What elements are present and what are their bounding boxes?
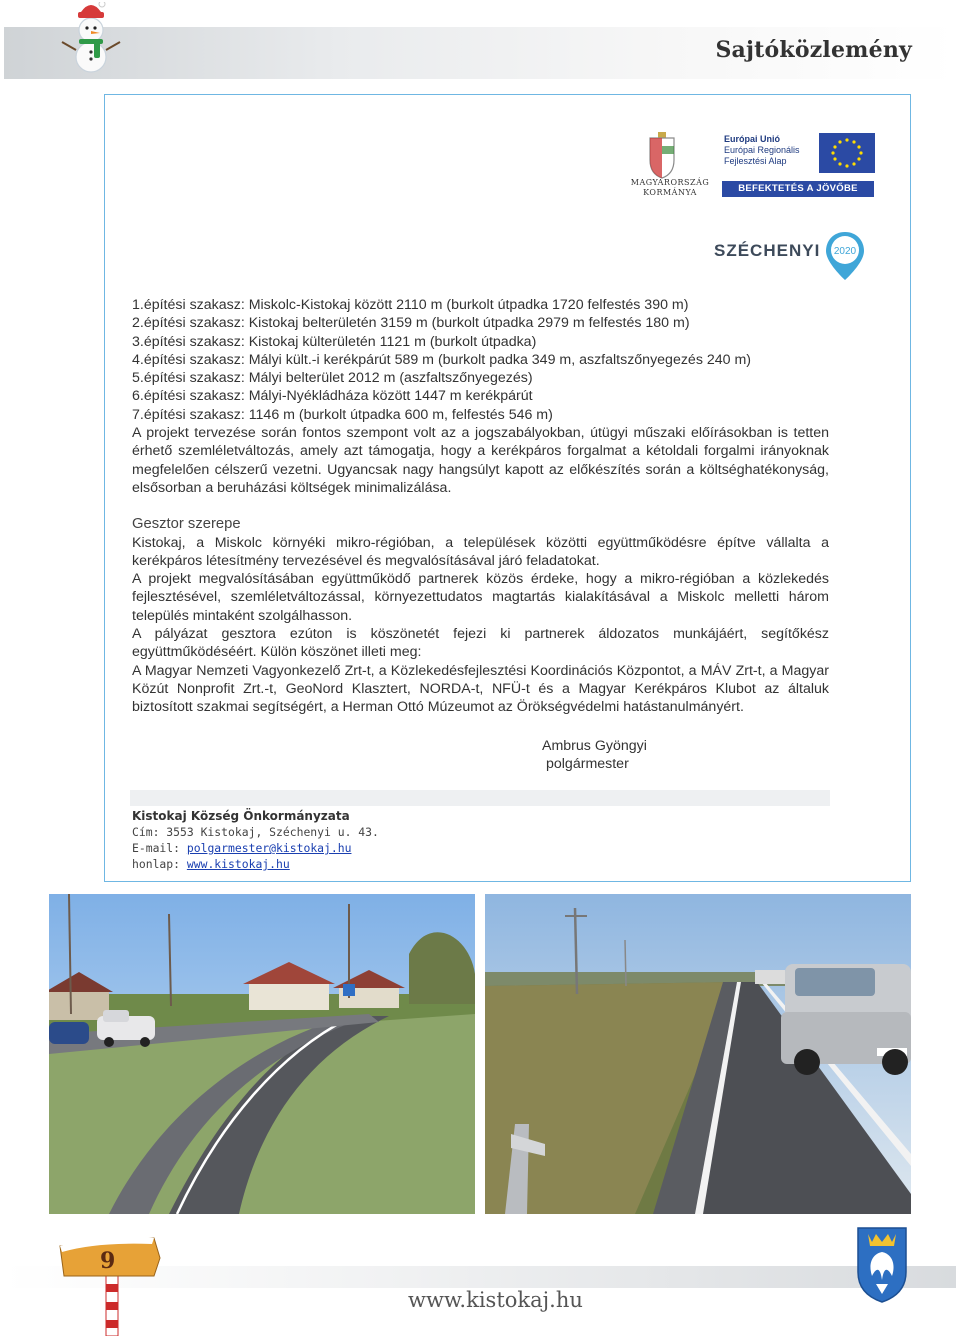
eu-logo-text bbox=[724, 134, 800, 167]
szechenyi-pin-icon bbox=[824, 230, 866, 282]
signature-name: Ambrus Gyöngyi bbox=[542, 738, 647, 754]
page-number: 9 bbox=[100, 1248, 116, 1274]
contact-address: Cím: 3553 Kistokaj, Széchenyi u. 43. bbox=[132, 825, 379, 839]
hungarian-coat-of-arms-icon bbox=[650, 132, 674, 178]
paragraph-planning: A projekt tervezése során fontos szempont volt az a jogszabályokban, útügyi műszaki előírásokban is tetten érhető szemléletváltozás, amely azt támogatja, hogy a kerékpáros forgalmat a kétoldali forgalmi irányoknak megfelelően célszerű vezetni. Ugyancsak nagy hangsúlyt kapott az előkészítés során a költséghatékonyság, elsősorban a beruházási költségek minimalizálása. bbox=[132, 425, 829, 496]
szechenyi-logo-text: SZÉCHENYI bbox=[714, 241, 821, 260]
web-link[interactable]: www.kistokaj.hu bbox=[186, 857, 290, 871]
signature bbox=[542, 737, 647, 774]
email-link[interactable]: polgarmester@kistokaj.hu bbox=[186, 841, 352, 855]
signature-role: polgármester bbox=[546, 756, 629, 773]
web-label: honlap: bbox=[132, 857, 187, 871]
stage-item: 2.építési szakasz: Kistokaj belterületén 3159 m (burkolt útpadka 2979 m felfestés 180 m) bbox=[132, 315, 690, 332]
government-logo-text bbox=[630, 178, 710, 198]
stage-item: 7.építési szakasz: 1146 m (burkolt útpadka 600 m, felfestés 546 m) bbox=[132, 406, 553, 423]
paragraph-partners: A projekt megvalósításában együttműködő partnerek közös érdeke, hogy a mikro-régióban a közlekedés fejlesztésével, szemléletváltozással, környezettudatos magtartás kialakításával a Miskolc melletti három település mintaként szolgálhasson. bbox=[132, 571, 829, 624]
stage-item: 3.építési szakasz: Kistokaj külterületén 1121 m (burkolt útpadka) bbox=[132, 333, 537, 350]
government-line-2: KORMÁNYA bbox=[643, 188, 697, 197]
contact-web-row bbox=[132, 856, 379, 872]
stage-item: 1.építési szakasz: Miskolc-Kistokaj között 2110 m (burkolt útpadka 1720 felfestés 390 m) bbox=[132, 297, 689, 313]
stage-item: 4.építési szakasz: Mályi kült.-i kerékpárút 589 m (burkolt padka 349 m, aszfaltszőnyegezés 240 m) bbox=[132, 351, 752, 368]
contact-org: Kistokaj Község Önkormányzata bbox=[132, 809, 350, 823]
eu-line-2: Európai Regionális bbox=[724, 145, 800, 155]
email-label: E-mail: bbox=[132, 841, 187, 855]
paragraph-role: Kistokaj, a Miskolc környéki mikro-régióban, a települések közötti együttműködésre építve vállalta a kerékpáros létesítmény tervezésével és megvalósításával járó feladatokat. bbox=[132, 534, 829, 569]
main-text bbox=[132, 296, 829, 717]
contact-block bbox=[132, 808, 379, 872]
eu-slogan-band: BEFEKTETÉS A JÖVŐBE bbox=[722, 181, 874, 197]
eu-line-3: Fejlesztési Alap bbox=[724, 156, 787, 166]
photo-bike-lane bbox=[485, 894, 911, 1214]
signpost-icon bbox=[56, 1228, 166, 1336]
snowman-icon bbox=[56, 2, 126, 74]
stage-item: 5.építési szakasz: Mályi belterület 2012 m (aszfaltszőnyegezés) bbox=[132, 370, 533, 387]
kistokaj-crest-icon bbox=[854, 1224, 910, 1304]
footer-url: www.kistokaj.hu bbox=[408, 1288, 583, 1312]
contact-strip bbox=[130, 790, 830, 806]
contact-email-row bbox=[132, 840, 379, 856]
eu-line-1: Európai Unió bbox=[724, 134, 780, 144]
section-title: Gesztor szerepe bbox=[132, 516, 241, 533]
stage-item: 6.építési szakasz: Mályi-Nyékládháza között 1447 m kerékpárút bbox=[132, 388, 533, 405]
government-line-1: MAGYARORSZÁG bbox=[630, 178, 710, 187]
szechenyi-year: 2020 bbox=[833, 246, 857, 257]
page-title: Sajtóközlemény bbox=[715, 37, 912, 63]
eu-flag-icon bbox=[819, 133, 875, 173]
photo-village-road bbox=[49, 894, 475, 1214]
paragraph-acknowledgements: A Magyar Nemzeti Vagyonkezelő Zrt-t, a Közlekedésfejlesztési Koordinációs Központot, a MÁV Zrt-t, a Magyar Közút Nonprofit Zrt.-t, GeoNord Klasztert, NORDA-t, NFÜ-t és a Magyar Kerékpáros Klubot az általuk biztosított szakmai segítségért, a Herman Ottó Múzeumot az Örökségvédelmi hatástanulmányért. bbox=[132, 662, 829, 716]
paragraph-thanks: A pályázat gesztora ezúton is köszönetét fejezi ki partnerek áldozatos munkájáért, segítőkész együttműködéséért. Külön köszönet illeti meg: bbox=[132, 626, 829, 661]
